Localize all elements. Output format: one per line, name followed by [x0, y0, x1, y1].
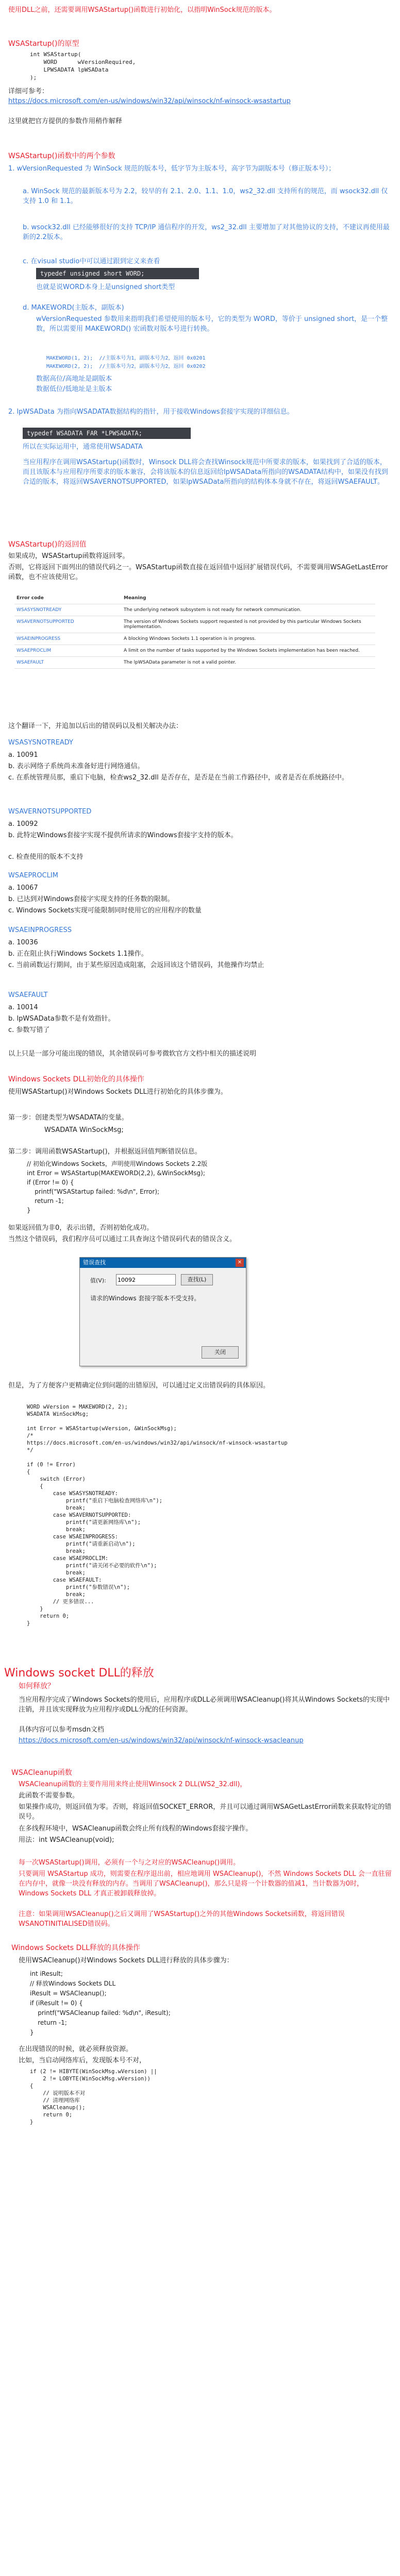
- paragraph: 只要调用 WSAStartup 成功，则需要在程序退出前，相应地调用 WSACleanup()，不然 Windows Sockets DLL 会一直驻留在内存中，就像一块没有释放的内存。当调用了WSACleanup()，那么只是将一个计数器的值减1，当计数器为0时，Windows Sockets DLL 才真正被卸载释放掉。: [19, 1870, 392, 1897]
- table-header: Error code: [14, 592, 122, 604]
- section-title: WSACleanup函数: [11, 1769, 72, 1777]
- section-title: Windows Sockets DLL初始化的具体操作: [8, 1075, 144, 1083]
- table-cell: WSAVERNOTSUPPORTED: [14, 616, 122, 633]
- code-line: typedef unsigned short WORD;: [36, 268, 199, 279]
- dialog-message: 请求的Windows 套接字版本不受支持。: [90, 1295, 201, 1302]
- error-code: WSAEPROCLIM: [8, 872, 58, 879]
- code-block: if (2 != HIBYTE(WinSockMsg.wVersion) || 2 != LOBYTE(WinSockMsg.wVersion)) { // 说明版本不对 // 清理网络库 WSACleanup(); return 0; }: [30, 2069, 157, 2125]
- table-cell: The version of Windows Sockets support requested is not provided by this particular Windows Sockets implementation.: [122, 616, 375, 633]
- error-fix: 当前函数运行期间，由于某些原因造成阻塞，会返回该这个错误码，其他操作均禁止: [16, 961, 264, 969]
- table-cell: WSAEINPROGRESS: [14, 633, 122, 645]
- error-fix: 检查使用的版本不支持: [16, 853, 84, 861]
- table-cell: WSASYSNOTREADY: [14, 604, 122, 616]
- paragraph: 使用WSACleanup()对Windows Sockets DLL进行释放的具体步骤为：: [19, 1957, 234, 1964]
- error-desc: 表示网络子系统尚未准备好进行网络通信。: [16, 762, 144, 770]
- error-item: a. 10036: [8, 939, 38, 946]
- detail-label: 详细可参考：: [8, 88, 49, 95]
- paragraph: 也就是说WORD本身上是unsigned short类型: [36, 283, 175, 291]
- error-number: 10091: [16, 751, 38, 759]
- error-item: a. 10092: [8, 820, 38, 828]
- table-row: [14, 633, 375, 645]
- close-button[interactable]: 关闭: [202, 1346, 239, 1359]
- code-line: MAKEWORD(1, 2); //主版本号为1，副版本号为2，返回 0x0201: [46, 355, 206, 361]
- error-item: b. 此特定Windows套接字实现不提供所请求的Windows套接字支持的版本。: [8, 832, 238, 839]
- error-number: 10092: [16, 820, 38, 828]
- error-desc: 已达到对Windows套接字实现支持的任务数的限制。: [16, 895, 174, 903]
- paragraph: 第二步：调用函数WSAStartup()，并根据返回值判断错误信息。: [8, 1148, 202, 1156]
- paragraph: wVersionRequested 参数用来指明我们希望使用的版本号，它的类型为 WORD，等价于 unsigned short，是一个整数，所以需要用 MAKEWORD() 宏函数对版本号进行转换。: [36, 315, 388, 333]
- paragraph: 具体内容可以参考msdn文档: [19, 1726, 104, 1734]
- table-cell: The underlying network subsystem is not ready for network communication.: [122, 604, 375, 616]
- paragraph: 数据高位/高地址是副版本: [36, 375, 112, 383]
- paragraph: 当应用程序在调用WSAStartup()函数时，Winsock DLL将会查找Winsock规范中所要求的版本，如果找到了合适的版本，而且该版本与应用程序所要求的版本兼容，会将该版本的信息返回给lpWSAData所指向的WSADATA结构中，如果没有找到合适的版本，将返回WSAVERNOTSUPPORTED，如果lpWSAData所指向的结构体本身就不存在，将返回WSAEFAULT。: [23, 459, 388, 486]
- table-cell: WSAEPROCLIM: [14, 645, 122, 657]
- section-title: Windows Sockets DLL释放的具体操作: [11, 1944, 140, 1952]
- paragraph: 当然这个错误码，我们程序员可以通过工具查询这个错误码代表的错误含义。: [8, 1235, 237, 1243]
- error-fix: 参数写错了: [16, 1026, 50, 1034]
- paragraph: 1. wVersionRequested 为 WinSock 规范的版本号，低字节为主版本号，高字节为副版本号（修正版本号）；: [8, 165, 336, 173]
- table-row: [14, 645, 375, 657]
- error-fix: Windows Sockets实现可能限制同时使用它的应用程序的数量: [16, 907, 202, 914]
- paragraph: 以上只是一部分可能出现的错误，其余错误码可参考微软官方文档中相关的描述说明: [8, 1050, 257, 1058]
- paragraph: 否则，它将返回下面列出的错误代码之一。WSAStartup函数直接在返回值中返回扩展错误代码，不需要调用WSAGetLastError函数，也不应该使用它。: [8, 564, 388, 581]
- paragraph: 此函数不需要参数。: [19, 1792, 79, 1800]
- paragraph: a. WinSock 规范的最新版本号为 2.2，较早的有 2.1、2.0、1.1、1.0，ws2_32.dll 支持所有的规范，而 wsock32.dll 仅支持 1.0 和 1.1。: [23, 188, 388, 205]
- table-row: [14, 657, 375, 669]
- code-line: WSADATA WinSockMsg;: [44, 1126, 124, 1134]
- section-title: WSAStartup()的返回值: [8, 540, 87, 549]
- paragraph: 如果成功，WSAStartup函数将返回零。: [8, 552, 129, 560]
- table-row: [14, 604, 375, 616]
- code-block: WORD wVersion = MAKEWORD(2, 2); WSADATA WinSockMsg; int Error = WSAStartup(wVersion, &WinSockMsg); /* https://docs.microsoft.com/en-us/windows/win32/api/winsock/nf-winsock-wsastartup */ if (0 != Error) { switch (Error) { case WSASYSNOTREADY: printf("重启下电脑检查网络库\n"); break; case WSAVERNOTSUPPORTED: printf("请更新网络库\n"); break; case WSAEINPROGRESS: printf("请重新启动\n"); break; case WSAEPROCLIM: printf("请关闭不必要的软件\n"); break; case WSAEFAULT: printf("参数错误\n"); break; // 更多错误... } return 0; }: [27, 1404, 288, 1626]
- paragraph: c. 在visual studio中可以通过跟到定义来查看: [23, 258, 160, 265]
- code-block: int iResult; // 释放Windows Sockets DLL iResult = WSACleanup(); if (iResult != 0) { printf("WSACleanup failed: %d\n", iResult); return -1; }: [30, 1970, 171, 2036]
- value-input[interactable]: [116, 1274, 176, 1285]
- error-fix: 在系统管理员那，重启下电脑，检查ws2_32.dll 是否存在，是否是在当前工作路径中，或者是否在系统路径中。: [16, 774, 348, 782]
- error-desc: 此特定Windows套接字实现不提供所请求的Windows套接字支持的版本。: [16, 832, 238, 839]
- error-item: a. 10014: [8, 1004, 38, 1011]
- dialog-title-text: 错误查找: [83, 1259, 106, 1266]
- doc-link[interactable]: https://docs.microsoft.com/en-us/windows/win32/api/winsock/nf-winsock-wsacleanup: [19, 1737, 304, 1744]
- paragraph: 注意：如果调用WSACleanup()之后又调用了WSAStartup()之外的其他Windows Sockets函数，将返回错误WSANOTINITIALISED错误码。: [19, 1910, 345, 1928]
- question: 如何释放？: [19, 1682, 55, 1690]
- table-cell: The lpWSAData parameter is not a valid pointer.: [122, 657, 375, 669]
- section-title: WSAStartup()的原型: [8, 40, 79, 48]
- paragraph: 所以在实际运用中，通常使用WSADATA: [23, 443, 143, 451]
- paragraph: 当应用程序完成了Windows Sockets的使用后，应用程序或DLL必须调用WSACleanup()将其从Windows Sockets的实现中注销，并且该实现释放为应用程序或DLL分配的任何资源。: [19, 1696, 390, 1714]
- table-cell: A blocking Windows Sockets 1.1 operation is in progress.: [122, 633, 375, 645]
- paragraph: 第一步：创建类型为WSADATA的变量。: [8, 1114, 128, 1122]
- error-item: a. 10067: [8, 884, 38, 892]
- error-code: WSAEFAULT: [8, 991, 48, 999]
- error-code: WSAEINPROGRESS: [8, 926, 72, 934]
- error-item: c. Windows Sockets实现可能限制同时使用它的应用程序的数量: [8, 907, 202, 914]
- error-desc: 正在阻止执行Windows Sockets 1.1操作。: [16, 950, 148, 958]
- error-code: WSASYSNOTREADY: [8, 739, 73, 747]
- error-item: c. 检查使用的版本不支持: [8, 853, 84, 861]
- error-desc: lpWSAData参数不是有效指针。: [16, 1015, 115, 1023]
- paragraph: 如果返回值为非0，表示出错，否则初始化成功。: [8, 1224, 154, 1232]
- error-table: [14, 592, 375, 669]
- paragraph: 这个翻译一下，并追加以后出的错误码以及相关解决办法：: [8, 722, 183, 730]
- table-cell: WSAEFAULT: [14, 657, 122, 669]
- doc-link[interactable]: https://docs.microsoft.com/en-us/windows/win32/api/winsock/nf-winsock-wsastartup: [8, 97, 291, 105]
- error-lookup-dialog: [79, 1257, 246, 1366]
- error-code: WSAVERNOTSUPPORTED: [8, 808, 92, 816]
- paragraph: 如果操作成功，则返回值为零。否则，将返回值SOCKET_ERROR，并且可以通过调用WSAGetLastError函数来获取特定的错误号。: [19, 1803, 392, 1821]
- paragraph: 用法：int WSACleanup(void);: [19, 1836, 114, 1844]
- paragraph: 数据低位/低地址是主版本: [36, 385, 112, 393]
- paragraph: 使用WSAStartup()对Windows Sockets DLL进行初始化的具体步骤为。: [8, 1088, 227, 1096]
- table-cell: A limit on the number of tasks supported by the Windows Sockets implementation has been reached.: [122, 645, 375, 657]
- note-text: 这里就把官方提供的参数作用稍作解释: [8, 117, 123, 125]
- table-row: [14, 616, 375, 633]
- table-header: Meaning: [122, 592, 375, 604]
- error-item: c. 参数写错了: [8, 1026, 50, 1034]
- value-label: 值(V):: [90, 1277, 106, 1284]
- lookup-button[interactable]: 查找(L): [181, 1274, 213, 1285]
- error-item: c. 在系统管理员那，重启下电脑，检查ws2_32.dll 是否存在，是否是在当前工作路径中，或者是否在系统路径中。: [8, 774, 348, 782]
- paragraph: b. wsock32.dll 已经能够很好的支持 TCP/IP 通信程序的开发，ws2_32.dll 主要增加了对其他协议的支持，不建议再使用最新的2.2版本。: [23, 224, 390, 241]
- error-item: b. 表示网络子系统尚未准备好进行网络通信。: [8, 762, 144, 770]
- error-item: a. 10091: [8, 751, 38, 759]
- error-item: b. lpWSAData参数不是有效指针。: [8, 1015, 115, 1023]
- error-number: 10067: [16, 884, 38, 892]
- close-icon[interactable]: ✕: [236, 1259, 244, 1267]
- error-number: 10036: [16, 939, 38, 946]
- section-title: WSAStartup()函数中的两个参数: [8, 152, 115, 160]
- paragraph: 比如，当启动网络库后，发现版本号不对，: [19, 2057, 146, 2064]
- intro-text: 使用DLL之前，还需要调用WSAStartup()函数进行初始化，以指明WinSock规范的版本。: [8, 6, 276, 14]
- code-block: // 初始化Windows Sockets，声明使用Windows Sockets 2.2版 int Error = WSAStartup(MAKEWORD(2,2), &WinSockMsg); if (Error != 0) { printf("WSAStartup failed: %d\n", Error); return -1; }: [27, 1160, 208, 1214]
- error-item: c. 当前函数运行期间，由于某些原因造成阻塞，会返回该这个错误码，其他操作均禁止: [8, 961, 264, 969]
- error-number: 10014: [16, 1004, 38, 1011]
- paragraph: d. MAKEWORD(主版本，副版本): [23, 304, 124, 312]
- paragraph: 在出现错误的时候，就必须释放资源。: [19, 2045, 133, 2053]
- dialog-title: [80, 1258, 246, 1268]
- paragraph: WSACleanup函数的主要作用用来终止使用Winsock 2 DLL(WS2_32.dll)，: [19, 1781, 247, 1788]
- paragraph: 2. lpWSAData 为指向WSADATA数据结构的指针，用于接收Windows套接字实现的详细信息。: [8, 408, 294, 416]
- error-item: b. 正在阻止执行Windows Sockets 1.1操作。: [8, 950, 148, 958]
- paragraph: 每一次WSAStartup()调用，必须有一个与之对应的WSACleanup()调用。: [19, 1859, 240, 1867]
- part-title: Windows socket DLL的释放: [4, 1667, 154, 1680]
- paragraph: 但是，为了方便客户更精确定位到问题的出错原因，可以通过定义出错误码的具体原因。: [8, 1382, 270, 1389]
- code-line: MAKEWORD(2, 2); //主版本号为2，副版本号为2，返回 0x0202: [46, 364, 206, 369]
- code-line: typedef WSADATA FAR *LPWSADATA;: [23, 428, 191, 439]
- error-item: b. 已达到对Windows套接字实现支持的任务数的限制。: [8, 895, 174, 903]
- paragraph: 在多线程环境中，WSACleanup函数会终止所有线程的Windows套接字操作。: [19, 1825, 253, 1833]
- code-block: int WSAStartup( WORD wVersionRequired, LPWSADATA lpWSAData );: [30, 51, 136, 81]
